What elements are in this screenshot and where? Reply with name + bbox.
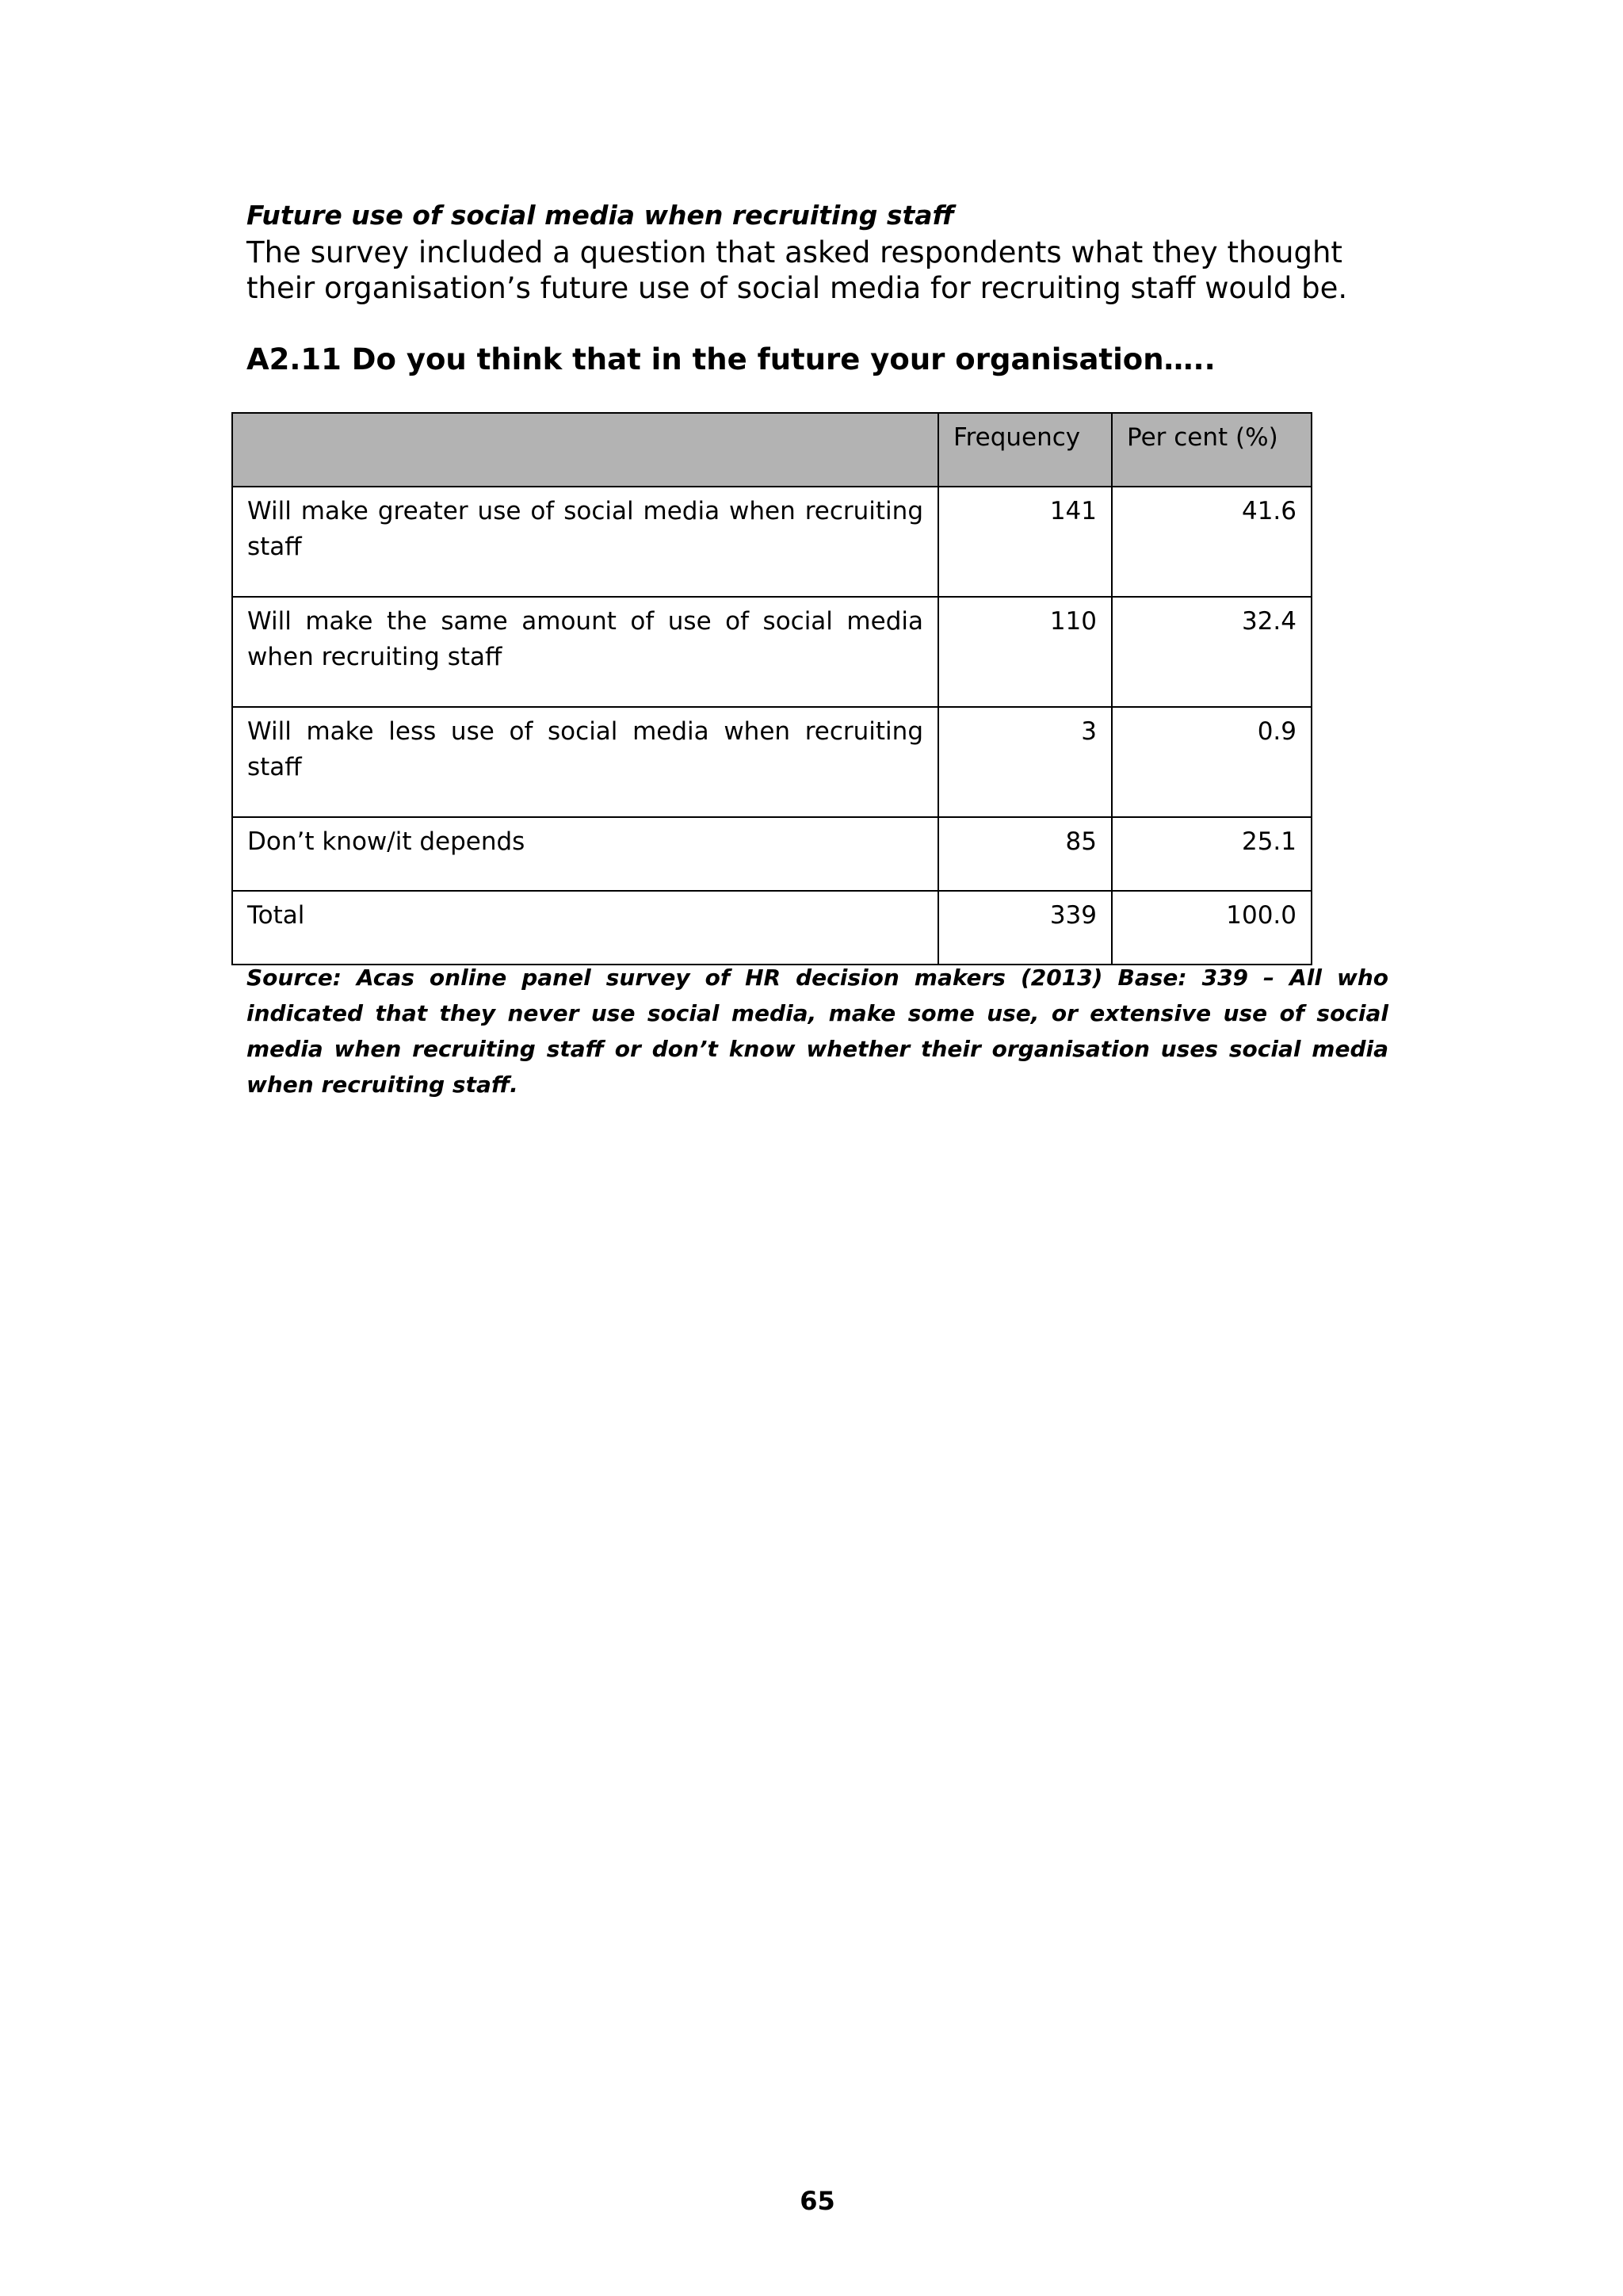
- table-header-row: [232, 413, 1312, 487]
- source-note: Source: Acas online panel survey of HR decision makers (2013) Base: 339 – All who indicated that they never use social media, make some use, or extensive use of social media when recruiting staff or don’t know whether their organisation uses social media when recruiting staff.: [246, 965, 1388, 1098]
- total-label-cell: Total: [232, 891, 938, 965]
- row-frequency-cell: 85: [938, 817, 1112, 891]
- row-per-cent-cell: 32.4: [1112, 597, 1312, 707]
- page-number: 65: [800, 2186, 835, 2216]
- total-frequency-cell: 339: [938, 891, 1112, 965]
- table-row: [232, 487, 1312, 597]
- intro-paragraph: The survey included a question that asked respondents what they thought their organisation’s future use of social media for recruiting staff would be.: [246, 235, 1348, 305]
- row-frequency-cell: 141: [938, 487, 1112, 597]
- row-label-cell: Don’t know/it depends: [232, 817, 938, 891]
- results-table: [231, 412, 1312, 965]
- table-total-row: [232, 891, 1312, 965]
- header-per-cent-cell: Per cent (%): [1112, 413, 1312, 487]
- table-title: A2.11 Do you think that in the future your organisation…..: [246, 342, 1216, 376]
- row-label-cell: Will make the same amount of use of social media when recruiting staff: [232, 597, 938, 707]
- header-label-cell: [232, 413, 938, 487]
- header-frequency-cell: Frequency: [938, 413, 1112, 487]
- table-row: [232, 707, 1312, 817]
- row-label-cell: Will make greater use of social media when recruiting staff: [232, 487, 938, 597]
- total-per-cent-cell: 100.0: [1112, 891, 1312, 965]
- row-per-cent-cell: 41.6: [1112, 487, 1312, 597]
- row-label-cell: Will make less use of social media when recruiting staff: [232, 707, 938, 817]
- section-heading: Future use of social media when recruiting staff: [246, 200, 955, 231]
- row-per-cent-cell: 0.9: [1112, 707, 1312, 817]
- row-per-cent-cell: 25.1: [1112, 817, 1312, 891]
- table-row: [232, 817, 1312, 891]
- row-frequency-cell: 3: [938, 707, 1112, 817]
- table-row: [232, 597, 1312, 707]
- row-frequency-cell: 110: [938, 597, 1112, 707]
